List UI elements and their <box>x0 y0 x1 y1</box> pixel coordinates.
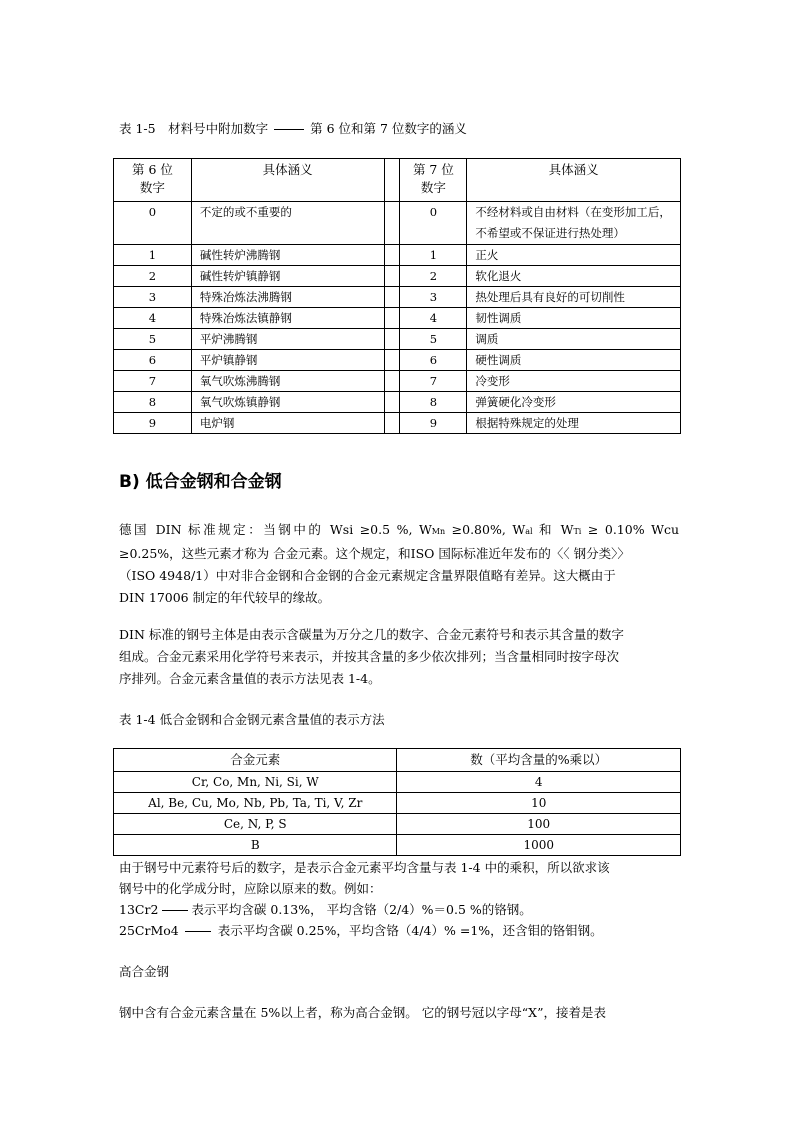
table-row <box>114 835 681 856</box>
col-header-meaning7: 具体涵义 <box>467 159 681 202</box>
table-row <box>114 350 681 371</box>
digit7-cell: 9 <box>400 413 467 434</box>
element-cell: Al, Be, Cu, Mo, Nb, Pb, Ta, Ti, V, Zr <box>114 793 397 814</box>
table-row <box>114 266 681 287</box>
digit6-cell: 0 <box>114 202 192 245</box>
table-row <box>114 245 681 266</box>
text-line: 序排列。合金元素含量值的表示方法见表 1-4。 <box>119 671 381 686</box>
number-cell: 1000 <box>397 835 681 856</box>
text-line: 钢号中的化学成分时，应除以原来的数。例如： <box>119 881 382 896</box>
meaning7-cell: 正火 <box>467 245 681 266</box>
spacer-cell <box>384 371 400 392</box>
meaning6-cell: 电炉钢 <box>191 413 384 434</box>
meaning6-cell: 平炉沸腾钢 <box>191 329 384 350</box>
table-1-4-caption: 表 1-4 低合金钢和合金钢元素含量值的表示方法 <box>119 712 385 727</box>
spacer-cell <box>384 266 400 287</box>
meaning7-cell: 弹簧硬化冷变形 <box>467 392 681 413</box>
table-row <box>114 329 681 350</box>
digit6-cell: 5 <box>114 329 192 350</box>
paragraph-high-alloy <box>119 1002 679 1024</box>
meaning6-cell: 氧气吹炼镇静钢 <box>191 392 384 413</box>
digit6-cell: 4 <box>114 308 192 329</box>
text-line: ≥0.25%，这些元素才称为 合金元素。这个规定，和ISO 国际标准近年发布的〈〈 钢分类〉〉 <box>119 546 630 561</box>
table-row <box>114 793 681 814</box>
example-line: 13Cr2 表示平均含碳 0.13%， 平均含铬（2/4）%＝0.5 %的铬钢。 <box>119 902 532 917</box>
table-row <box>114 814 681 835</box>
table-row <box>114 287 681 308</box>
digit7-cell: 7 <box>400 371 467 392</box>
digit7-cell: 2 <box>400 266 467 287</box>
meaning6-cell: 特殊冶炼法沸腾钢 <box>191 287 384 308</box>
spacer-cell <box>384 413 400 434</box>
digit7-cell: 0 <box>400 202 467 245</box>
meaning7-cell: 冷变形 <box>467 371 681 392</box>
meaning6-cell: 平炉镇静钢 <box>191 350 384 371</box>
meaning7-cell: 硬性调质 <box>467 350 681 371</box>
number-cell: 10 <box>397 793 681 814</box>
table-row <box>114 413 681 434</box>
col-header-element: 合金元素 <box>114 749 397 772</box>
digit6-cell: 3 <box>114 287 192 308</box>
element-cell: B <box>114 835 397 856</box>
table-row <box>114 772 681 793</box>
table-header-row <box>114 749 681 772</box>
meaning7-cell: 热处理后具有良好的可切削性 <box>467 287 681 308</box>
digit7-cell: 8 <box>400 392 467 413</box>
text-line: 由于钢号中元素符号后的数字，是表示合金元素平均含量与表 1-4 中的乘积，所以欲求该 <box>119 860 610 875</box>
spacer-cell <box>384 392 400 413</box>
col-header-number: 数（平均含量的%乘以） <box>397 749 681 772</box>
table-1-5-caption: 表 1-5 材料号中附加数字 第 6 位和第 7 位数字的涵义 <box>119 121 467 136</box>
em-dash <box>274 129 304 130</box>
em-dash <box>162 910 188 911</box>
subheading-high-alloy-steel: 高合金钢 <box>119 964 170 979</box>
table-row <box>114 392 681 413</box>
text-line: （ISO 4948/1）中对非合金钢和合金钢的合金元素规定含量界限值略有差异。这大概由于 <box>119 568 616 583</box>
digit7-cell: 3 <box>400 287 467 308</box>
spacer-cell <box>384 308 400 329</box>
col-header-pos6: 第 6 位 数字 <box>114 159 192 202</box>
meaning6-cell: 碱性转炉沸腾钢 <box>191 245 384 266</box>
digit6-cell: 2 <box>114 266 192 287</box>
text-line: DIN 标准的钢号主体是由表示含碳量为万分之几的数字、合金元素符号和表示其含量的数字 <box>119 627 624 642</box>
table-row <box>114 202 681 245</box>
paragraph-din-steel-number <box>119 624 679 690</box>
text-line: 钢中含有合金元素含量在 5%以上者，称为高合金钢。 它的钢号冠以字母“X”，接着是表 <box>119 1005 606 1020</box>
table-row <box>114 308 681 329</box>
em-dash <box>185 931 211 932</box>
table-header-row <box>114 159 681 202</box>
meaning6-cell: 特殊冶炼法镇静钢 <box>191 308 384 329</box>
paragraph-din-definition <box>119 519 679 609</box>
table-row <box>114 371 681 392</box>
example-line: 25CrMo4 表示平均含碳 0.25%，平均含铬（4/4）% =1%，还含钼的铬钼钢。 <box>119 923 603 938</box>
text-line: 组成。合金元素采用化学符号来表示，并按其含量的多少依次排列；当含量相同时按字母次 <box>119 649 620 664</box>
element-cell: Cr, Co, Mn, Ni, Si, W <box>114 772 397 793</box>
element-cell: Ce, N, P, S <box>114 814 397 835</box>
meaning6-cell: 碱性转炉镇静钢 <box>191 266 384 287</box>
text-line: 德国 DIN 标准规定：当钢中的 Wsi ≥0.5 %, WMn ≥0.80%, Wal 和 WTi ≥ 0.10% Wcu <box>119 522 679 537</box>
spacer-cell <box>384 329 400 350</box>
number-cell: 4 <box>397 772 681 793</box>
digit7-cell: 1 <box>400 245 467 266</box>
meaning7-cell: 根据特殊规定的处理 <box>467 413 681 434</box>
digit7-cell: 5 <box>400 329 467 350</box>
meaning6-cell: 氧气吹炼沸腾钢 <box>191 371 384 392</box>
digit6-cell: 1 <box>114 245 192 266</box>
digit6-cell: 9 <box>114 413 192 434</box>
spacer-cell <box>384 202 400 245</box>
table-1-4 <box>113 748 681 856</box>
digit7-cell: 4 <box>400 308 467 329</box>
spacer-cell <box>384 287 400 308</box>
meaning7-cell: 软化退火 <box>467 266 681 287</box>
digit7-cell: 6 <box>400 350 467 371</box>
meaning6-cell: 不定的或不重要的 <box>191 202 384 245</box>
meaning7-cell: 调质 <box>467 329 681 350</box>
text-line: DIN 17006 制定的年代较早的缘故。 <box>119 590 331 605</box>
spacer-cell <box>384 350 400 371</box>
meaning7-cell: 韧性调质 <box>467 308 681 329</box>
spacer-column <box>384 159 400 202</box>
meaning7-cell: 不经材料或自由材料（在变形加工后， 不希望或不保证进行热处理） <box>467 202 681 245</box>
number-cell: 100 <box>397 814 681 835</box>
col-header-pos7: 第 7 位 数字 <box>400 159 467 202</box>
spacer-cell <box>384 245 400 266</box>
paragraph-examples <box>119 857 679 941</box>
table-1-5 <box>113 158 681 434</box>
col-header-meaning6: 具体涵义 <box>191 159 384 202</box>
digit6-cell: 8 <box>114 392 192 413</box>
digit6-cell: 7 <box>114 371 192 392</box>
digit6-cell: 6 <box>114 350 192 371</box>
section-heading-b: B) 低合金钢和合金钢 <box>119 472 282 492</box>
